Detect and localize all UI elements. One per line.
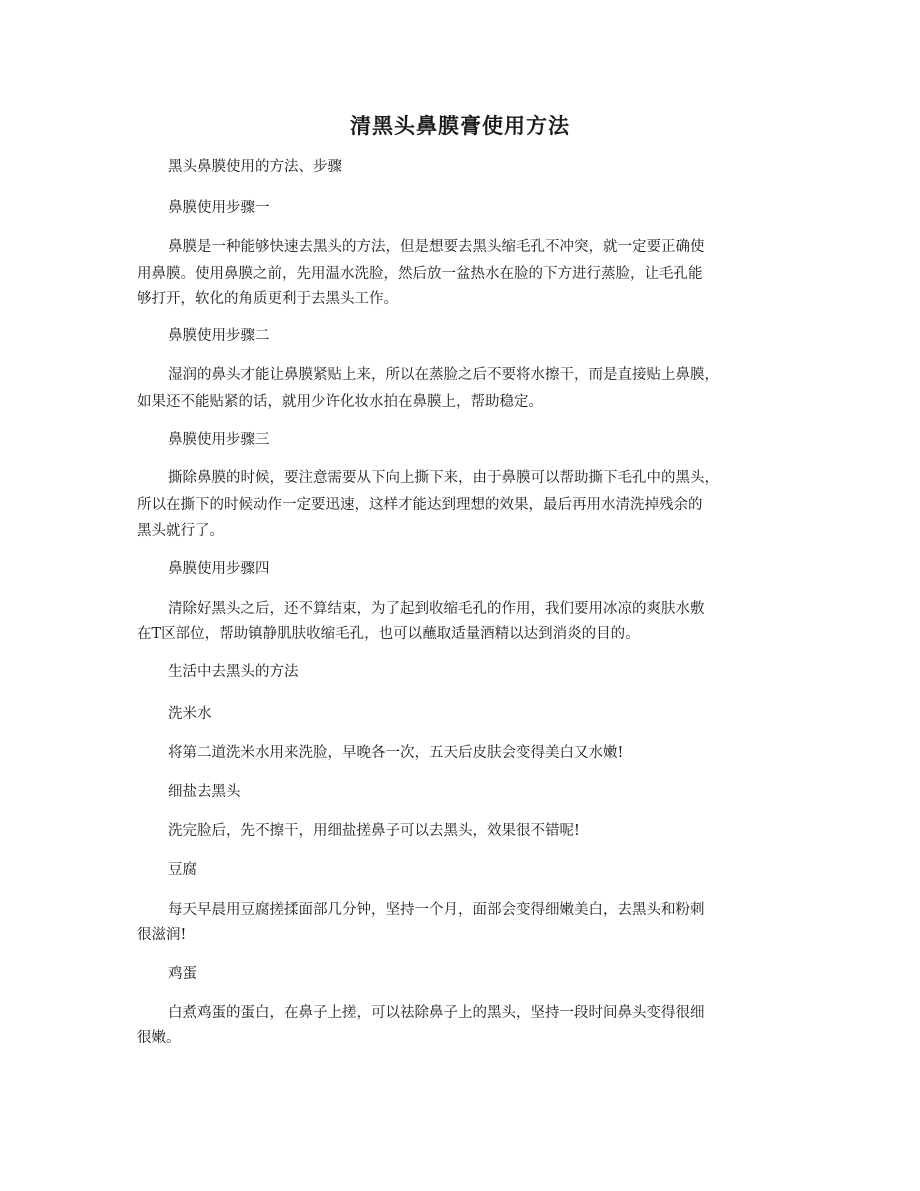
- paragraph-line: 撕除鼻膜的时候，要注意需要从下向上撕下来，由于鼻膜可以帮助撕下毛孔中的黑头，: [168, 470, 719, 486]
- paragraph-line: 用鼻膜。使用鼻膜之前，先用温水洗脸，然后放一盆热水在脸的下方进行蒸脸，让毛孔能: [137, 266, 703, 282]
- paragraph-line: 洗完脸后，先不擦干，用细盐搓鼻子可以去黑头，效果很不错呢!: [168, 823, 580, 839]
- section-heading: 黑头鼻膜使用的方法、步骤: [168, 159, 342, 175]
- paragraph-line: 够打开，软化的角质更利于去黑头工作。: [137, 291, 398, 307]
- paragraph-line: 鼻膜是一种能够快速去黑头的方法，但是想要去黑头缩毛孔不冲突，就一定要正确使: [168, 239, 705, 255]
- section-heading: 鸡蛋: [168, 966, 197, 982]
- paragraph-line: 每天早晨用豆腐搓揉面部几分钟，坚持一个月，面部会变得细嫩美白，去黑头和粉刺: [168, 902, 705, 918]
- page-title: 清黑头鼻膜膏使用方法: [350, 114, 570, 138]
- paragraph-line: 很嫩。: [137, 1030, 181, 1046]
- section-heading: 鼻膜使用步骤二: [168, 328, 270, 344]
- section-heading: 鼻膜使用步骤四: [168, 561, 270, 577]
- paragraph-line: 如果还不能贴紧的话，就用少许化妆水拍在鼻膜上，帮助稳定。: [137, 394, 543, 410]
- paragraph-line: 很滋润!: [137, 927, 187, 943]
- section-heading: 细盐去黑头: [168, 784, 241, 800]
- section-heading: 生活中去黑头的方法: [168, 664, 299, 680]
- paragraph-line: 清除好黑头之后，还不算结束，为了起到收缩毛孔的作用，我们要用冰凉的爽肤水敷: [168, 601, 705, 617]
- section-heading: 豆腐: [168, 862, 197, 878]
- paragraph-line: 湿润的鼻头才能让鼻膜紧贴上来，所以在蒸脸之后不要将水擦干，而是直接贴上鼻膜，: [168, 367, 719, 383]
- section-heading: 洗米水: [168, 706, 212, 722]
- paragraph-line: 黑头就行了。: [137, 523, 224, 539]
- paragraph-line: 所以在撕下的时候动作一定要迅速，这样才能达到理想的效果，最后再用水清洗掉残余的: [137, 497, 703, 513]
- paragraph-line: 在T区部位，帮助镇静肌肤收缩毛孔，也可以蘸取适量酒精以达到消炎的目的。: [137, 626, 640, 642]
- section-heading: 鼻膜使用步骤一: [168, 200, 270, 216]
- paragraph-line: 将第二道洗米水用来洗脸，早晚各一次，五天后皮肤会变得美白又水嫩!: [168, 745, 624, 761]
- paragraph-line: 白煮鸡蛋的蛋白，在鼻子上搓，可以祛除鼻子上的黑头，坚持一段时间鼻头变得很细: [168, 1005, 705, 1021]
- section-heading: 鼻膜使用步骤三: [168, 432, 270, 448]
